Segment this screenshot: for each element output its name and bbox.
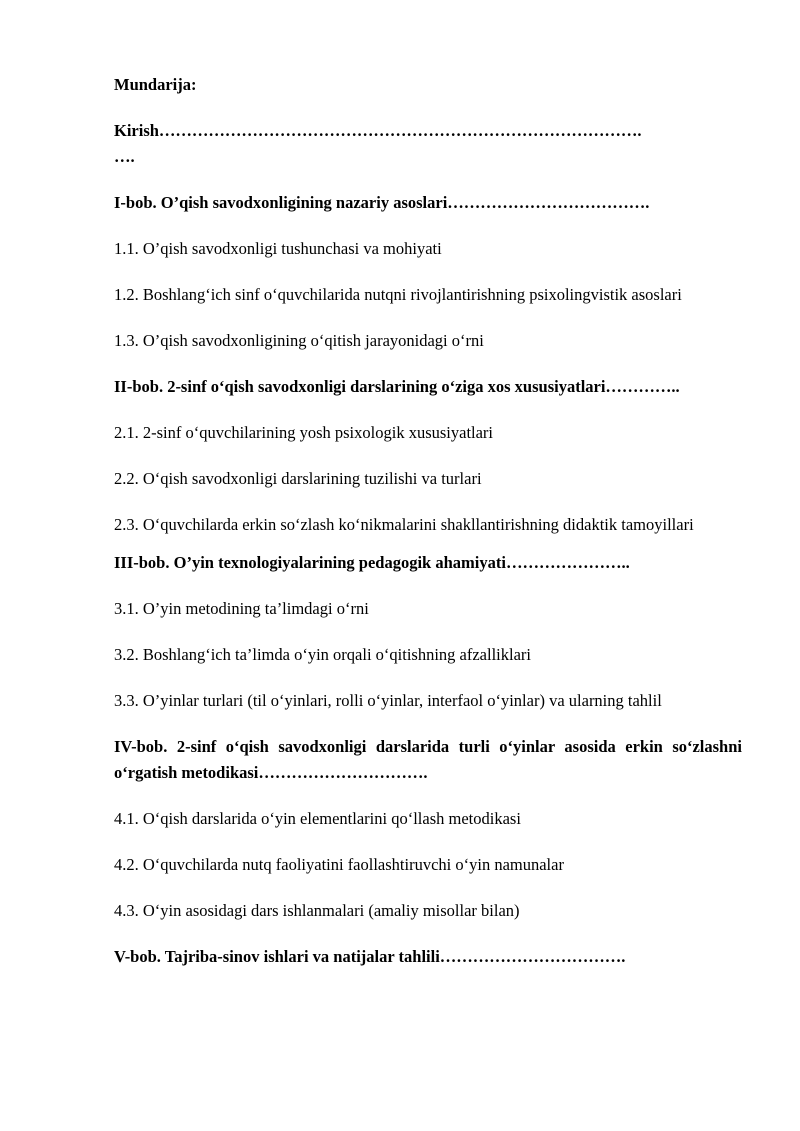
section-4-2: 4.2. O‘quvchilarda nutq faoliyatini faollashtiruvchi o‘yin namunalar (114, 855, 564, 874)
section-3-2: 3.2. Boshlang‘ich ta’limda o‘yin orqali o‘qitishning afzalliklari (114, 645, 531, 664)
toc-entry-intro: Kirish……………………………………………………………………………. (114, 121, 642, 140)
section-2-3: 2.3. O‘quvchilarda erkin so‘zlash ko‘nikmalarini shakllantirishning didaktik tamoyillari (114, 515, 694, 534)
section-2-1: 2.1. 2-sinf o‘quvchilarining yosh psixologik xususiyatlari (114, 423, 494, 442)
section-4-3: 4.3. O‘yin asosidagi dars ishlanmalari (amaliy misollar bilan) (114, 901, 520, 920)
section-2-2: 2.2. O‘qish savodxonligi darslarining tuzilishi va turlari (114, 469, 482, 488)
section-3-3: 3.3. O’yinlar turlari (til o‘yinlari, rolli o‘yinlar, interfaol o‘yinlar) va ularning tahlil (114, 691, 662, 710)
chapter-4-title: IV-bob. 2-sinf o‘qish savodxonligi darslarida turli o‘yinlar asosida erkin so‘zlashni o‘rgatish metodikasi…………………………. (114, 737, 742, 782)
table-of-contents (114, 72, 742, 970)
section-3-1: 3.1. O’yin metodining ta’limdagi o‘rni (114, 599, 369, 618)
section-1-1: 1.1. O’qish savodxonligi tushunchasi va mohiyati (114, 239, 442, 258)
chapter-2-title: II-bob. 2-sinf o‘qish savodxonligi darslarining o‘ziga xos xususiyatlari………….. (114, 377, 680, 396)
chapter-1-title: I-bob. O’qish savodxonligining nazariy asoslari………………………………. (114, 193, 650, 212)
section-1-2: 1.2. Boshlang‘ich sinf o‘quvchilarida nutqni rivojlantirishning psixolingvistik asoslari (114, 285, 682, 304)
toc-title: Mundarija: (114, 75, 197, 94)
chapter-3-title: III-bob. O’yin texnologiyalarining pedagogik ahamiyati………………….. (114, 553, 630, 572)
section-4-1: 4.1. O‘qish darslarida o‘yin elementlarini qo‘llash metodikasi (114, 809, 521, 828)
section-1-3: 1.3. O’qish savodxonligining o‘qitish jarayonidagi o‘rni (114, 331, 484, 350)
chapter-5-title: V-bob. Tajriba-sinov ishlari va natijalar tahlili……………………………. (114, 947, 626, 966)
toc-entry-intro-continuation: …. (114, 147, 135, 166)
